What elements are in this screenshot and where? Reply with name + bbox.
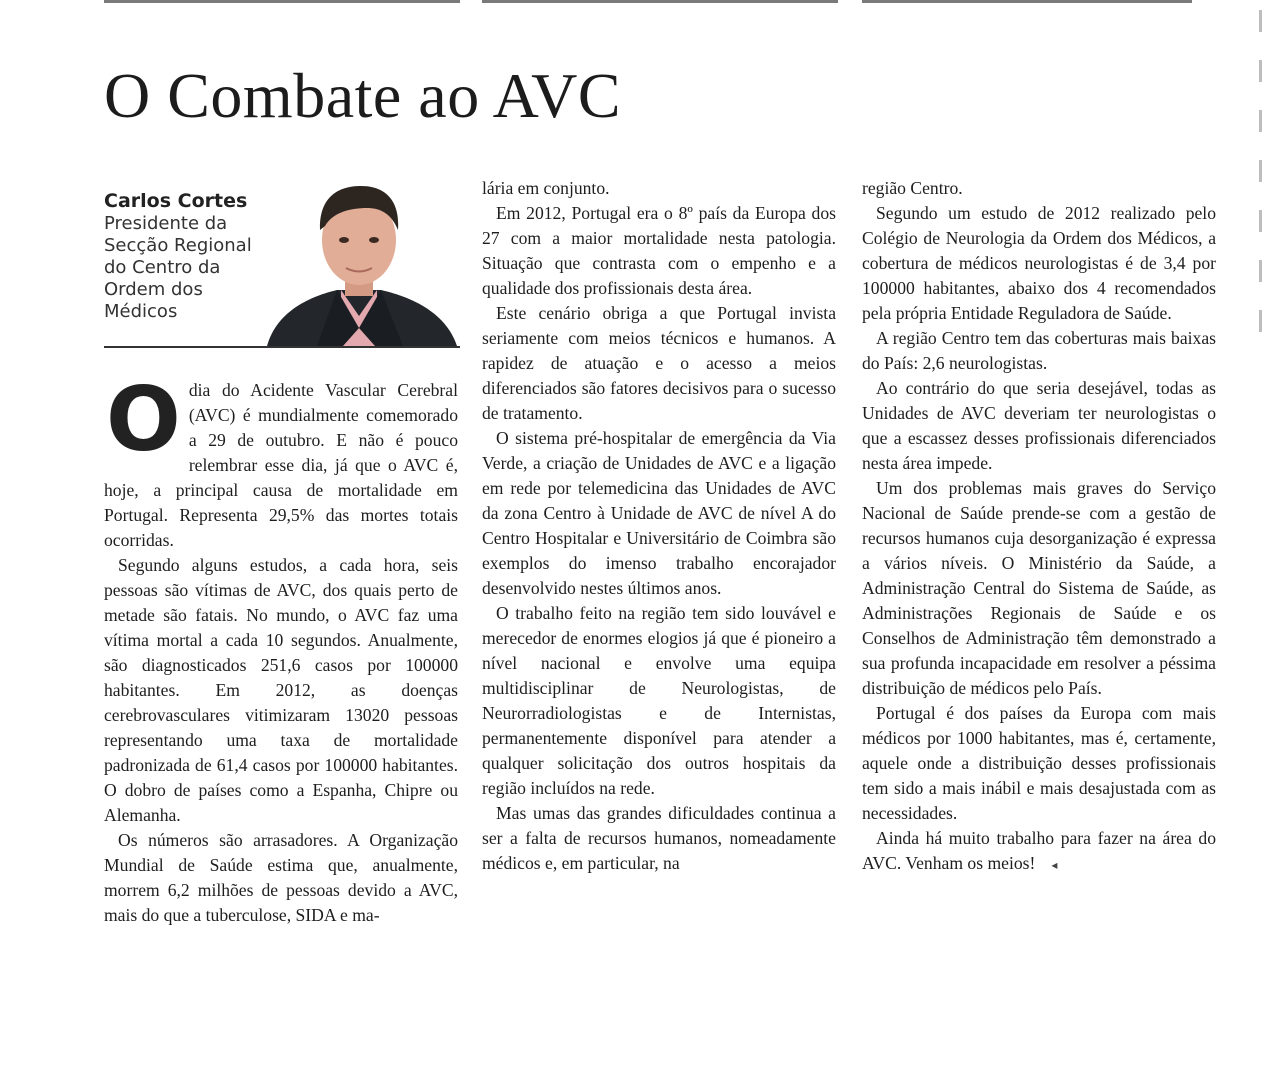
paragraph: Portugal é dos países da Europa com mais médicos por 1000 habitantes, mas é, certamente, aquele onde a distribuição desses profissionais tem sido a mais inábil e mais desajustada com as necessidades. (862, 703, 1216, 823)
top-rule (862, 0, 1192, 3)
paragraph: Ao contrário do que seria desejável, todas as Unidades de AVC deveriam ter neurologistas o que a escassez desses profissionais diferenciados nesta área impede. (862, 378, 1216, 473)
drop-cap: O (106, 368, 181, 471)
paragraph-text: dia do Acidente Vascular Cerebral (AVC) é mundialmente comemorado a 29 de outubro. E não é pouco relembrar esse dia, já que o AVC é, hoje, a principal causa de mortalidade em Portugal. Representa 29,5% das mortes totais ocorridas. (104, 380, 458, 550)
author-portrait (257, 178, 460, 346)
top-rule (482, 0, 838, 3)
author-name: Carlos Cortes (104, 190, 248, 212)
paragraph: lária em conjunto. (482, 178, 610, 198)
paragraph: A região Centro tem das coberturas mais baixas do País: 2,6 neurologistas. (862, 328, 1216, 373)
paragraph: região Centro. (862, 178, 963, 198)
paragraph: Segundo alguns estudos, a cada hora, seis pessoas são vítimas de AVC, dos quais perto de metade são fatais. No mundo, o AVC faz uma vítima mortal a cada 10 segundos. Anualmente, são diagnosticados 251,6 casos por 100000 habitantes. Em 2012, as doenças cerebrovasculares vitimizaram 13020 pessoas representando uma taxa de mortalidade padronizada de 61,4 casos por 100000 habitantes. O dobro de países como a Espanha, Chipre ou Alemanha. (104, 555, 458, 825)
end-of-article-mark: ◂ (1051, 858, 1058, 872)
column-3 (862, 176, 1216, 878)
column-1 (104, 368, 458, 928)
paragraph: O trabalho feito na região tem sido louvável e merecedor de enormes elogios já que é pioneiro a nível nacional e envolve uma equipa multidisciplinar de Neurologistas, de Neurorradiologistas e de Internistas, permanentemente disponível para atender a qualquer solicitação dos outros hospitais da região incluídos na rede. (482, 603, 836, 798)
paragraph: Mas umas das grandes dificuldades continua a ser a falta de recursos humanos, nomeadamente médicos e, em particular, na (482, 803, 836, 873)
top-rule (104, 0, 460, 3)
author-role: Presidente da Secção Regional do Centro da Ordem dos Médicos (104, 213, 252, 322)
column-2 (482, 176, 836, 876)
paragraph: Os números são arrasadores. A Organização Mundial de Saúde estima que, anualmente, morrem 6,2 milhões de pessoas devido a AVC, mais do que a tuberculose, SIDA e ma- (104, 830, 458, 925)
paragraph: Em 2012, Portugal era o 8º país da Europa dos 27 com a maior mortalidade nesta patologia. Situação que contrasta com o empenho e a qualidade dos profissionais desta área. (482, 203, 836, 298)
paragraph: Este cenário obriga a que Portugal invista seriamente com meios técnicos e humanos. A rapidez de atuação e o acesso a meios diferenciados são fatores decisivos para o sucesso de tratamento. (482, 303, 836, 423)
paragraph: O sistema pré-hospitalar de emergência da Via Verde, a criação de Unidades de AVC e a ligação em rede por telemedicina das Unidades de AVC da zona Centro à Unidade de AVC de nível A do Centro Hospitalar e Universitário de Coimbra são exemplos do imenso trabalho encorajador desenvolvido nestes últimos anos. (482, 428, 836, 598)
author-box (104, 178, 460, 348)
paragraph (862, 826, 1216, 878)
article-title: O Combate ao AVC (104, 60, 622, 131)
paragraph: Segundo um estudo de 2012 realizado pelo Colégio de Neurologia da Ordem dos Médicos, a cobertura de médicos neurologistas é de 3,4 por 100000 habitantes, abaixo dos 4 recomendados pela própria Entidade Reguladora de Saúde. (862, 203, 1216, 323)
paragraph-text: Ainda há muito trabalho para fazer na área do AVC. Venham os meios! (862, 828, 1216, 873)
paragraph (104, 368, 458, 553)
paragraph: Um dos problemas mais graves do Serviço Nacional de Saúde prende-se com a gestão de recursos humanos cuja desorganização é expressa a vários níveis. O Ministério da Saúde, a Administração Central do Sistema de Saúde, as Administrações Regionais de Saúde e os Conselhos de Administração têm demonstrado a sua profunda incapacidade em resolver a péssima distribuição de médicos pelo País. (862, 478, 1216, 698)
